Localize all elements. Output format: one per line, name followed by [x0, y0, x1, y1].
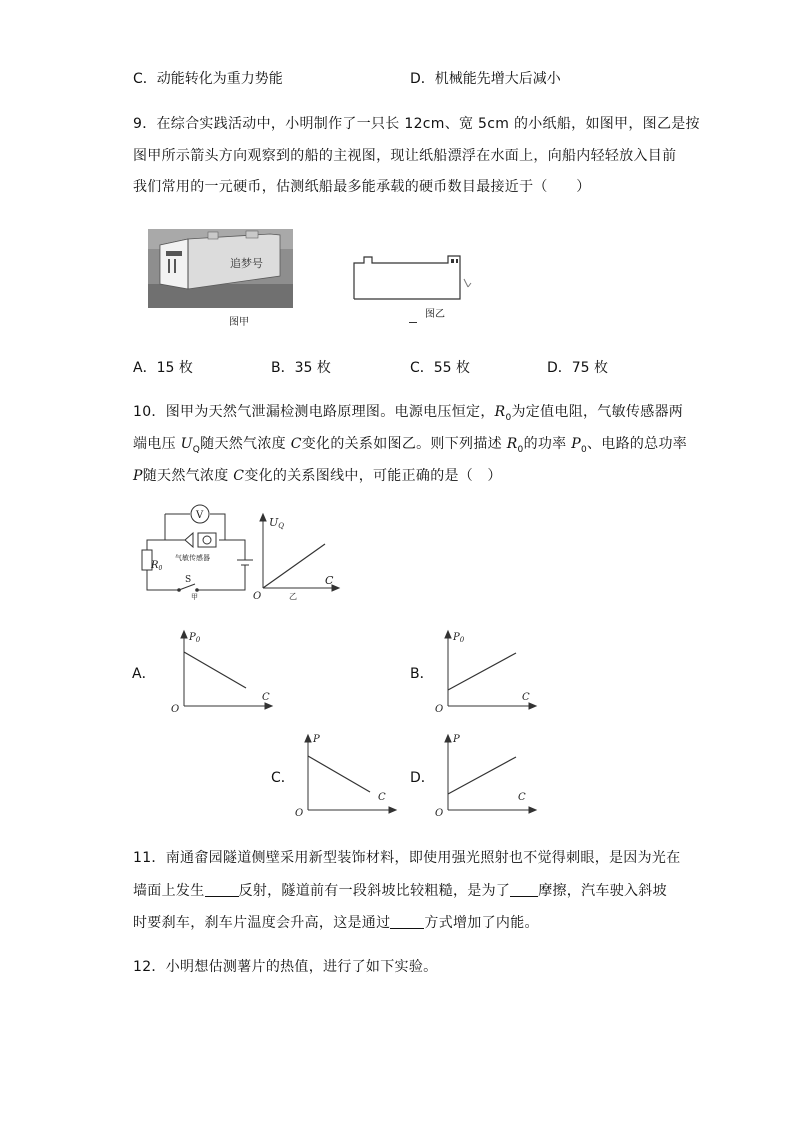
trend-line	[448, 757, 516, 794]
q12-stem: 12．小明想估测薯片的热值，进行了如下实验。	[133, 959, 438, 975]
answer-blank-1[interactable]	[205, 882, 239, 897]
svg-text:C: C	[378, 792, 386, 803]
q11-stem-line2: 墙面上发生 反射，隧道前有一段斜坡比较粗糙，是为了 摩擦，汽车驶入斜坡	[133, 883, 667, 899]
switch-label: S	[185, 575, 192, 585]
q11-stem-line3: 时要刹车，刹车片温度会升高，这是通过 方式增加了内能。	[133, 915, 539, 931]
caption-jia: 图甲	[229, 317, 249, 328]
q10-option-d-letter: D．	[410, 770, 435, 786]
q9-stem-line2: 图甲所示箭头方向观察到的船的主视图，现让纸船漂浮在水面上，向船内轻轻放入目前	[133, 148, 677, 164]
trend-line	[184, 652, 246, 688]
uq-c-graph	[253, 510, 343, 602]
svg-text:C: C	[518, 792, 526, 803]
caption-mark	[409, 322, 417, 323]
option-graph	[432, 626, 542, 716]
q9-option-b: B．35 枚	[271, 360, 331, 376]
q8-option-c: C．动能转化为重力势能	[133, 71, 283, 87]
boat-front-view-diagram	[348, 247, 478, 307]
svg-text:P0: $P_0$	[189, 632, 201, 644]
svg-text:C: C	[522, 692, 530, 703]
origin-label: O	[253, 591, 262, 602]
trend-line	[448, 653, 516, 690]
answer-blank-3[interactable]	[390, 914, 424, 929]
svg-text:O: O	[295, 808, 304, 819]
q9-stem-line3: 我们常用的一元硬币，估测纸船最多能承载的硬币数目最接近于（ ）	[133, 179, 591, 195]
svg-text:P0: $P_0$	[453, 632, 465, 644]
q9-option-a: A．15 枚	[133, 360, 193, 376]
svg-text:O: O	[435, 808, 444, 819]
uq-axis-label: UQ	[269, 516, 285, 530]
q10-stem-line2: 端电压 $U_Q$随天然气浓度 C变化的关系如图乙。则下列描述 $R_0$的功率 $P_0$、电路的总功率	[133, 436, 688, 455]
photo-boat-name: 追梦号	[230, 257, 263, 270]
q10-option-c-letter: C．	[271, 770, 295, 786]
q9-option-d: D．75 枚	[547, 360, 609, 376]
q10-option-a-letter: A．	[132, 666, 156, 682]
option-graph	[168, 626, 278, 716]
c-axis-label: C	[325, 574, 334, 587]
caption-yi: 图乙	[425, 309, 445, 320]
gas-detector-circuit-diagram	[135, 500, 260, 600]
q10-stem-line3: P随天然气浓度 C变化的关系图线中，可能正确的是（ ）	[133, 468, 502, 484]
circuit-caption: 甲	[191, 593, 198, 600]
svg-text:C: C	[262, 692, 270, 703]
voltmeter-label: V	[196, 510, 204, 521]
paper-boat-photo	[148, 229, 293, 308]
sensor-label: 气敏传感器	[175, 554, 210, 562]
svg-text:P: P	[313, 734, 320, 745]
q10-option-b-letter: B．	[410, 666, 434, 682]
svg-text:P: P	[453, 734, 460, 745]
answer-blank-2[interactable]	[510, 882, 538, 897]
option-graph	[292, 730, 402, 820]
option-graph	[432, 730, 542, 820]
q8-option-d: D．机械能先增大后减小	[410, 71, 561, 87]
r0-label: $R_0$	[151, 560, 163, 572]
trend-line	[308, 756, 370, 792]
svg-text:O: O	[435, 704, 444, 715]
q11-stem-line1: 11．南通畲园隧道侧壁采用新型装饰材料，即使用强光照射也不觉得刺眼，是因为光在	[133, 850, 681, 866]
svg-text:O: O	[171, 704, 180, 715]
graph-caption-yi: 乙	[289, 592, 297, 601]
q9-option-c: C．55 枚	[410, 360, 471, 376]
q10-stem-line1: 10．图甲为天然气泄漏检测电路原理图。电源电压恒定，$R_0$为定值电阻，气敏传感器两	[133, 404, 684, 423]
q9-stem-line1: 9．在综合实践活动中，小明制作了一只长 12cm、宽 5cm 的小纸船，如图甲，图乙是按	[133, 116, 700, 132]
